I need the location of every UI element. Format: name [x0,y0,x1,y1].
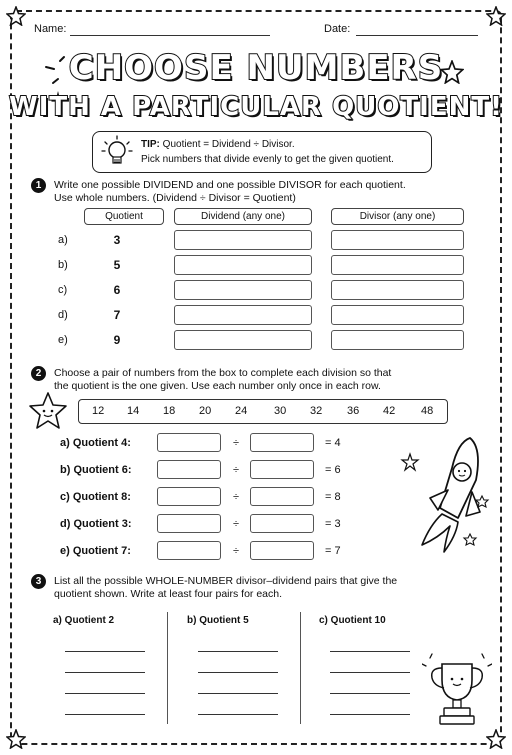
column-divider [300,612,301,724]
divisor-blank[interactable] [250,433,314,452]
section-2-result: = 6 [325,464,341,476]
section-3-number: 3 [31,574,46,589]
header-dividend: Dividend (any one) [174,208,312,225]
section-1-row-label: b) [58,259,68,271]
section-2-instruction-line1: Choose a pair of numbers from the box to complete each division so that [54,367,392,379]
page-title-line1: CHOOSE NUMBERS [68,48,444,88]
answer-line[interactable] [330,714,410,715]
section-3-instruction-line1: List all the possible WHOLE-NUMBER divisor–dividend pairs that give the [54,575,398,587]
answer-line[interactable] [198,672,278,673]
answer-line[interactable] [65,714,145,715]
section-2-result: = 7 [325,545,341,557]
number-bank [78,399,448,424]
date-label: Date: [324,23,351,35]
dividend-blank[interactable] [157,541,221,560]
number-bank-item: 20 [199,405,212,417]
tip-box [92,131,432,173]
column-divider [167,612,168,724]
dividend-input[interactable] [174,230,312,250]
dividend-blank[interactable] [157,460,221,479]
column-quotient-2: a) Quotient 2 [53,615,115,626]
section-2-row-label: d) Quotient 3: [60,518,132,530]
number-bank-item: 14 [127,405,140,417]
number-bank-item: 30 [274,405,287,417]
dividend-input[interactable] [174,305,312,325]
divisor-blank[interactable] [250,514,314,533]
section-2-result: = 3 [325,518,341,530]
section-2-row-label: c) Quotient 8: [60,491,131,503]
number-bank-item: 12 [92,405,105,417]
answer-line[interactable] [330,693,410,694]
section-3-instruction-line2: quotient shown. Write at least four pairs for each. [54,588,283,600]
lightbulb-icon [99,134,135,172]
date-field[interactable] [356,35,478,36]
divisor-blank[interactable] [250,460,314,479]
section-1-quotient-value: 5 [113,258,121,272]
answer-line[interactable] [198,693,278,694]
answer-line[interactable] [198,714,278,715]
divisor-blank[interactable] [250,541,314,560]
dividend-blank[interactable] [157,487,221,506]
section-1-number: 1 [31,178,46,193]
divide-symbol: ÷ [233,437,240,449]
corner-star-icon [6,6,26,26]
section-2-result: = 8 [325,491,341,503]
dividend-blank[interactable] [157,514,221,533]
section-2-result: = 4 [325,437,341,449]
section-3-instructions [54,575,397,601]
divisor-input[interactable] [331,230,464,250]
column-quotient-10: c) Quotient 10 [319,615,386,626]
section-1-instructions [54,179,406,205]
section-1-row-label: a) [58,234,68,246]
divisor-blank[interactable] [250,487,314,506]
tip-label: TIP: [141,139,160,150]
section-2-instructions [54,367,391,393]
tip-line2: Pick numbers that divide evenly to get the given quotient. [141,154,394,165]
section-1-row-label: e) [58,334,68,346]
number-bank-item: 42 [383,405,396,417]
tip-line1: Quotient = Dividend ÷ Divisor. [162,139,295,150]
number-bank-item: 18 [163,405,176,417]
rocket-icon [400,430,495,560]
number-bank-item: 36 [347,405,360,417]
divisor-input[interactable] [331,305,464,325]
name-date-row [34,23,478,39]
divide-symbol: ÷ [233,545,240,557]
trophy-icon [422,652,492,732]
divide-symbol: ÷ [233,518,240,530]
corner-star-icon [486,6,506,26]
number-bank-item: 48 [421,405,434,417]
corner-star-icon [6,729,26,749]
section-1-quotient-value: 7 [113,308,121,322]
section-1-row-label: d) [58,309,68,321]
answer-line[interactable] [65,672,145,673]
number-bank-item: 24 [235,405,248,417]
answer-line[interactable] [330,672,410,673]
page-title-line2: WITH A PARTICULAR QUOTIENT! [9,92,503,122]
answer-line[interactable] [330,651,410,652]
section-1-quotient-value: 9 [113,333,121,347]
divide-symbol: ÷ [233,464,240,476]
section-1-instruction-line2: Use whole numbers. (Dividend ÷ Divisor = Quotient) [54,192,296,204]
divisor-input[interactable] [331,255,464,275]
dividend-input[interactable] [174,280,312,300]
section-1-quotient-value: 3 [113,233,121,247]
divisor-input[interactable] [331,280,464,300]
section-2-row-label: a) Quotient 4: [60,437,131,449]
section-2-row-label: e) Quotient 7: [60,545,131,557]
number-bank-item: 32 [310,405,323,417]
answer-line[interactable] [65,651,145,652]
divisor-input[interactable] [331,330,464,350]
name-field[interactable] [70,35,270,36]
smiling-star-icon [26,391,70,431]
dividend-input[interactable] [174,255,312,275]
dividend-blank[interactable] [157,433,221,452]
section-1-instruction-line1: Write one possible DIVIDEND and one possible DIVISOR for each quotient. [54,179,406,191]
section-2-number: 2 [31,366,46,381]
section-1-quotient-value: 6 [113,283,121,297]
header-quotient: Quotient [84,208,164,225]
answer-line[interactable] [198,651,278,652]
section-2-row-label: b) Quotient 6: [60,464,132,476]
corner-star-icon [486,729,506,749]
section-1-row-label: c) [58,284,68,296]
dividend-input[interactable] [174,330,312,350]
header-divisor: Divisor (any one) [331,208,464,225]
column-quotient-5: b) Quotient 5 [187,615,249,626]
divide-symbol: ÷ [233,491,240,503]
section-2-instruction-line2: the quotient is the one given. Use each number only once in each row. [54,380,381,392]
answer-line[interactable] [65,693,145,694]
name-label: Name: [34,23,67,35]
